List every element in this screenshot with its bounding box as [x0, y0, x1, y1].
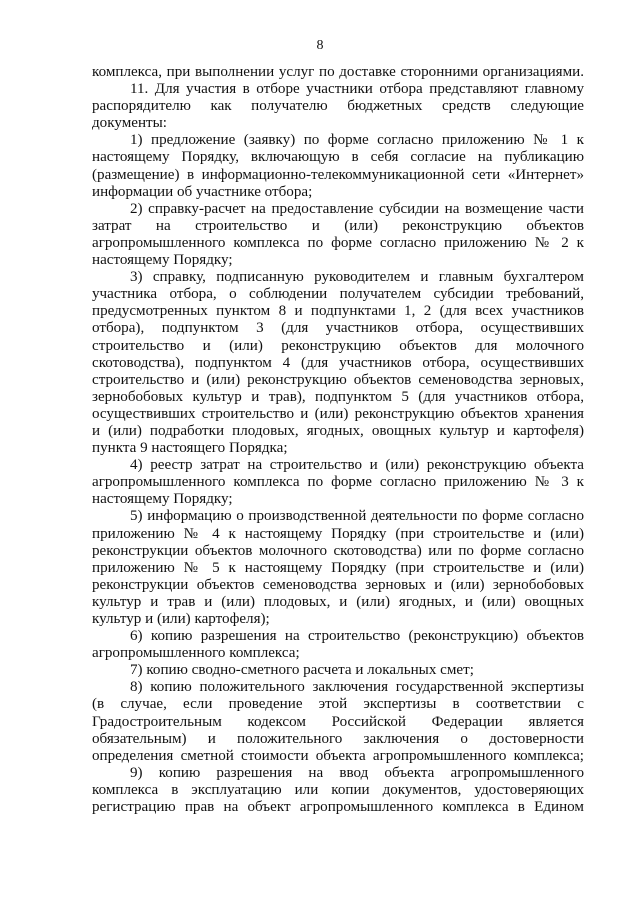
text-line: культур и (или) картофеля); [92, 611, 270, 627]
text-line: агропромышленного комплекса по форме согласно приложению № 2 к [92, 234, 584, 251]
text-line: приложению № 4 к настоящему Порядку (при строительстве и (или) [92, 525, 584, 542]
page-number: 8 [316, 38, 324, 53]
text-line: приложению № 5 к настоящему Порядку (при строительстве и (или) [92, 559, 584, 576]
text-line: (размещение) в информационно-телекоммуникационной сети «Интернет» [92, 166, 584, 183]
text-line: комплекса в эксплуатацию или копии документов, удостоверяющих [92, 781, 584, 798]
text-line: 8) копию положительного заключения государственной экспертизы [130, 679, 584, 696]
text-line: регистрацию прав на объект агропромышленного комплекса в Едином [92, 799, 584, 816]
document-body [92, 64, 584, 816]
text-line: 2) справку-расчет на предоставление субсидии на возмещение части [130, 200, 584, 217]
text-line: агропромышленного комплекса; [92, 645, 300, 662]
text-line: участника отбора, о соблюдении получателем субсидии требований, [92, 286, 584, 303]
text-line: 7) копию сводно-сметного расчета и локальных смет; [130, 662, 474, 679]
text-line: настоящему Порядку, включающую в себя согласие на публикацию [92, 149, 584, 166]
text-line: зернобобовых культур и трав), подпунктом 5 (для участников отбора, [92, 388, 584, 405]
text-line: строительство и (или) реконструкцию объектов для молочного [92, 337, 584, 354]
text-line: обязательным) и положительного заключения о достоверности [92, 730, 584, 747]
text-line: отбора), подпунктом 3 (для участников отбора, осуществивших [92, 320, 584, 337]
text-line: информации об участнике отбора; [92, 183, 313, 200]
text-line: предусмотренных пунктом 8 и подпунктами 1, 2 (для всех участников [92, 303, 584, 320]
text-line: настоящему Порядку; [92, 252, 233, 269]
text-line: 5) информацию о производственной деятельности по форме согласно [130, 508, 584, 525]
text-line: осуществивших строительство и (или) реконструкцию объектов хранения [92, 405, 584, 422]
text-line: распорядителю как получателю бюджетных средств следующие [92, 98, 584, 115]
text-line: строительство и (или) реконструкцию объектов семеноводства зерновых, [92, 371, 584, 388]
text-line: 6) копию разрешения на строительство (реконструкцию) объектов [130, 628, 584, 645]
text-line: 11. Для участия в отборе участники отбора представляют главному [130, 81, 584, 98]
text-line: комплекса, при выполнении услуг по доставке сторонними организациями. [92, 64, 584, 80]
text-line: документы: [92, 115, 167, 132]
text-line: культур и трав и (или) плодовых, и (или) ягодных, и (или) овощных [92, 593, 584, 610]
text-line: определения сметной стоимости объекта агропромышленного комплекса; [92, 747, 584, 764]
text-line: настоящему Порядку; [92, 491, 233, 508]
text-line: 9) копию разрешения на ввод объекта агропромышленного [130, 764, 584, 781]
text-line: 3) справку, подписанную руководителем и главным бухгалтером [130, 269, 584, 286]
text-line: скотоводства), подпунктом 4 (для участников отбора, осуществивших [92, 354, 584, 371]
text-line: затрат на строительство и (или) реконструкцию объектов [92, 217, 584, 234]
text-line: реконструкции объектов семеноводства зерновых и (или) зернобобовых [92, 576, 584, 593]
text-line: пункта 9 настоящего Порядка; [92, 440, 288, 457]
text-line: 1) предложение (заявку) по форме согласно приложению № 1 к [130, 132, 584, 149]
text-line: Градостроительным кодексом Российской Федерации является [92, 713, 584, 730]
text-line: 4) реестр затрат на строительство и (или) реконструкцию объекта [130, 457, 584, 474]
text-line: и (или) подработки плодовых, ягодных, овощных культур и картофеля) [92, 422, 584, 439]
text-line: агропромышленного комплекса по форме согласно приложению № 3 к [92, 474, 584, 491]
text-line: реконструкции объектов молочного скотоводства) или по форме согласно [92, 542, 584, 559]
text-line: (в случае, если проведение этой экспертизы в соответствии с [92, 696, 584, 713]
